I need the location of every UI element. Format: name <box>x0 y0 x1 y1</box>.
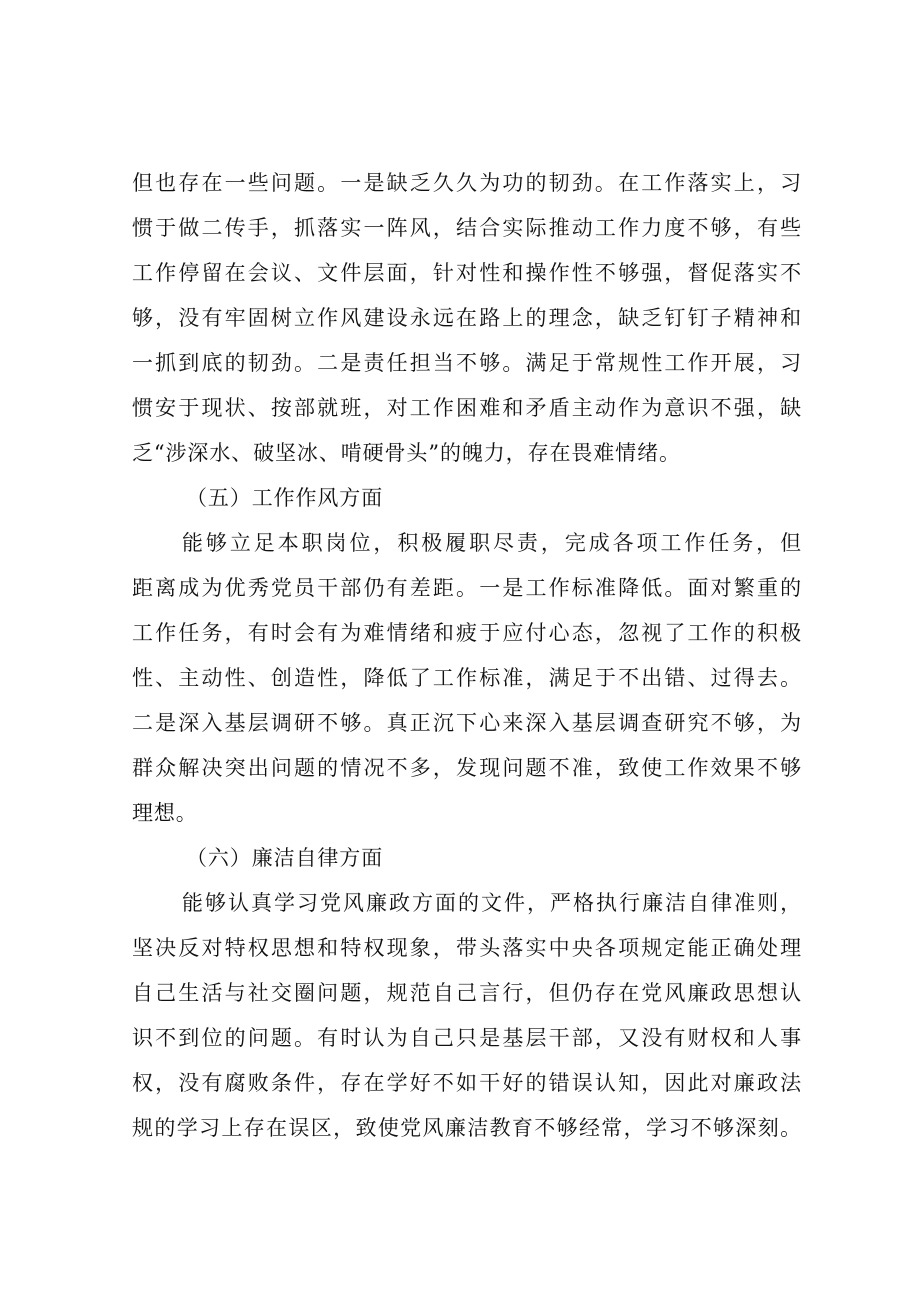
paragraph-line: 性、主动性、创造性，降低了工作标准，满足于不出错、过得去。 <box>132 666 802 690</box>
paragraph-line: 一抓到底的韧劲。二是责任担当不够。满足于常规性工作开展，习 <box>132 351 802 375</box>
paragraph-line: 惯于做二传手，抓落实一阵风，结合实际推动工作力度不够，有些 <box>132 216 802 240</box>
section-heading: （五）工作作风方面 <box>186 486 384 510</box>
paragraph-line: 自己生活与社交圈问题，规范自己言行，但仍存在党风廉政思想认 <box>132 981 802 1005</box>
paragraph-line: 二是深入基层调研不够。真正沉下心来深入基层调查研究不够，为 <box>132 711 802 735</box>
paragraph-line: 距离成为优秀党员干部仍有差距。一是工作标准降低。面对繁重的 <box>132 576 802 600</box>
paragraph-line: 权，没有腐败条件，存在学好不如干好的错误认知，因此对廉政法 <box>132 1071 802 1095</box>
paragraph-line: 工作停留在会议、文件层面，针对性和操作性不够强，督促落实不 <box>132 261 802 285</box>
paragraph-line: 惯安于现状、按部就班，对工作困难和矛盾主动作为意识不强，缺 <box>132 396 802 420</box>
paragraph-line: 识不到位的问题。有时认为自己只是基层干部，又没有财权和人事 <box>132 1026 802 1050</box>
paragraph-line: 能够立足本职岗位，积极履职尽责，完成各项工作任务，但 <box>182 531 802 555</box>
section-heading: （六）廉洁自律方面 <box>186 846 384 870</box>
paragraph-line: 群众解决突出问题的情况不多，发现问题不准，致使工作效果不够 <box>132 756 802 780</box>
paragraph-line: 坚决反对特权思想和特权现象，带头落实中央各项规定能正确处理 <box>132 936 802 960</box>
paragraph-line: 但也存在一些问题。一是缺乏久久为功的韧劲。在工作落实上，习 <box>132 171 802 195</box>
paragraph-line: 能够认真学习党风廉政方面的文件，严格执行廉洁自律准则， <box>182 891 802 915</box>
paragraph-line: 工作任务，有时会有为难情绪和疲于应付心态，忽视了工作的积极 <box>132 621 802 645</box>
paragraph-line: 理想。 <box>132 801 198 825</box>
paragraph-line: 规的学习上存在误区，致使党风廉洁教育不够经常，学习不够深刻。 <box>132 1116 802 1140</box>
paragraph-line: 乏“涉深水、破坚冰、啃硬骨头”的魄力，存在畏难情绪。 <box>132 441 681 465</box>
paragraph-line: 够，没有牢固树立作风建设永远在路上的理念，缺乏钉钉子精神和 <box>132 306 802 330</box>
